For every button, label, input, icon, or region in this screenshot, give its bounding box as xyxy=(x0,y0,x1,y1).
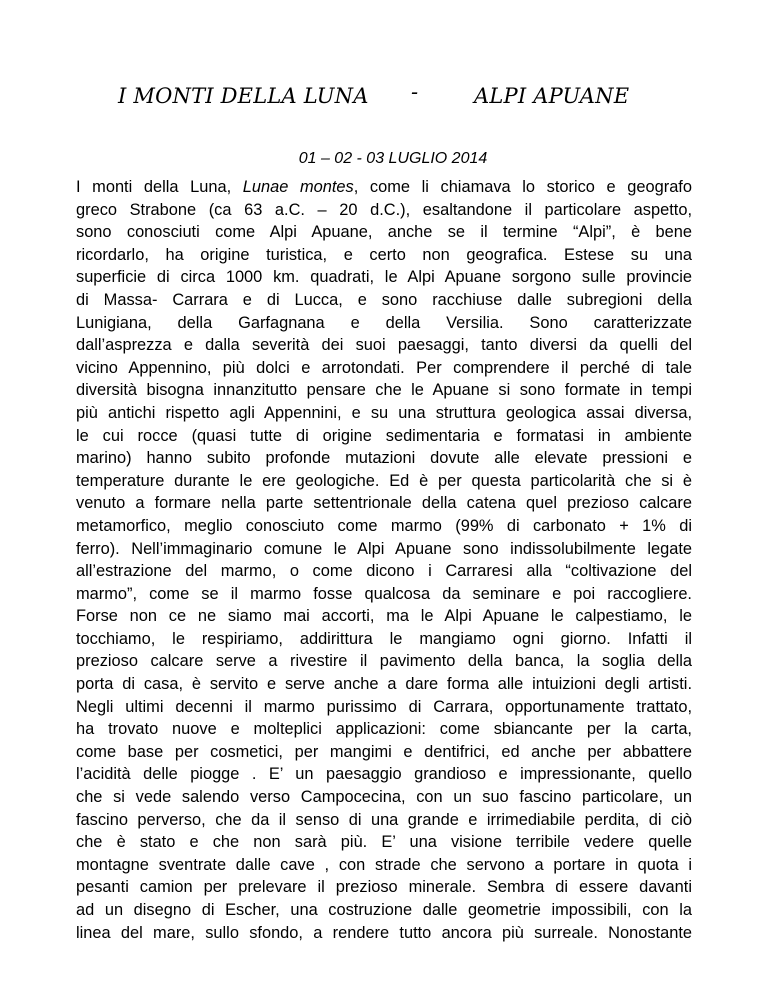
text-line: diversità bisogna innanzitutto pensare che le Apuane si sono formate in tempi xyxy=(76,381,692,400)
document-title xyxy=(0,80,768,120)
text-line: pesanti camion per prelevare il prezioso minerale. Sembra di essere davanti xyxy=(76,878,692,897)
title-separator: - xyxy=(411,80,419,104)
text-line: superficie di circa 1000 km. quadrati, le Alpi Apuane sorgono sulle provincie xyxy=(76,268,692,287)
text-line: Forse non ce ne siamo mai accorti, ma le Alpi Apuane le calpestiamo, le xyxy=(76,607,692,626)
text-line: le cui rocce (quasi tutte di origine sedimentaria e formatasi in ambiente xyxy=(76,426,692,445)
title-right: ALPI APUANE xyxy=(474,84,630,108)
text-line: prezioso calcare serve a rivestire il pavimento della banca, la soglia della xyxy=(76,652,692,671)
text-line: montagne sventrate dalle cave , con strade che servono a portare in quota i xyxy=(76,855,692,874)
text-line: marino) hanno subito profonde mutazioni dovute alle elevate pressioni e xyxy=(76,449,692,468)
text-line: tocchiamo, le respiriamo, addirittura le mangiamo ogni giorno. Infatti il xyxy=(76,629,692,648)
text-line: di Massa- Carrara e di Lucca, e sono racchiuse dalle subregioni della xyxy=(76,290,692,309)
text-line: ha trovato nuove e molteplici applicazioni: come sbiancante per la carta, xyxy=(76,720,692,739)
text-line: ferro). Nell’immaginario comune le Alpi Apuane sono indissolubilmente legate xyxy=(76,539,692,558)
text-line: linea del mare, sullo sfondo, a rendere tutto ancora più surreale. Nonostante xyxy=(76,923,692,942)
text-line: come base per cosmetici, per mangimi e dentifrici, ed anche per abbattere xyxy=(76,742,692,761)
title-left: I MONTI DELLA LUNA xyxy=(118,84,369,108)
line-text: I monti della Luna, xyxy=(76,178,243,196)
text-line: sono conosciuti come Alpi Apuane, anche se il termine “Alpi”, è bene xyxy=(76,223,692,242)
text-line: ricordarlo, ha origine turistica, e certo non geografica. Estese su una xyxy=(76,245,692,264)
text-line: che è stato e che non sarà più. E’ una visione terribile vedere quelle xyxy=(76,833,692,852)
text-line: venuto a formare nella parte settentrionale della catena quel prezioso calcare xyxy=(76,494,692,513)
text-line: metamorfico, meglio conosciuto come marmo (99% di carbonato + 1% di xyxy=(76,516,692,535)
text-line: porta di casa, è servito e serve anche a dare forma alle intuizioni degli artisti. xyxy=(76,675,692,694)
text-line: temperature durante le ere geologiche. Ed è per questa particolarità che si è xyxy=(76,471,692,490)
document-date: 01 – 02 - 03 LUGLIO 2014 xyxy=(298,150,488,167)
text-line: che si vede salendo verso Campocecina, con un suo fascino particolare, un xyxy=(76,788,692,807)
text-line: all’estrazione del marmo, o come dicono i Carraresi alla “coltivazione del xyxy=(76,562,692,581)
latin-name: Lunae montes xyxy=(242,178,354,196)
text-line: più antichi rispetto agli Appennini, e su una struttura geologica assai diversa, xyxy=(76,403,692,422)
text-line: greco Strabone (ca 63 a.C. – 20 d.C.), esaltandone il particolare aspetto, xyxy=(76,200,692,219)
text-line: Negli ultimi decenni il marmo purissimo di Carrara, opportunamente trattato, xyxy=(76,697,692,716)
text-line: l’acidità delle piogge . E’ un paesaggio grandioso e impressionante, quello xyxy=(76,765,692,784)
text-line: Lunigiana, della Garfagnana e della Versilia. Sono caratterizzate xyxy=(76,313,692,332)
text-line: ad un disegno di Escher, una costruzione dalle geometrie impossibili, con la xyxy=(76,901,692,919)
body-paragraph xyxy=(76,176,692,944)
line-text: , come li chiamava lo storico e geografo xyxy=(353,178,692,196)
text-line: dall’asprezza e dalla severità dei suoi paesaggi, tanto diversi da quelli del xyxy=(76,336,692,355)
text-line: fascino perverso, che da il senso di una grande e irrimediabile perdita, di ciò xyxy=(76,810,692,829)
text-line xyxy=(76,176,692,199)
text-line: vicino Appennino, più dolci e arrotondati. Per comprendere il perché di tale xyxy=(76,358,692,377)
text-line: marmo”, come se il marmo fosse qualcosa da seminare e poi raccogliere. xyxy=(76,584,692,603)
